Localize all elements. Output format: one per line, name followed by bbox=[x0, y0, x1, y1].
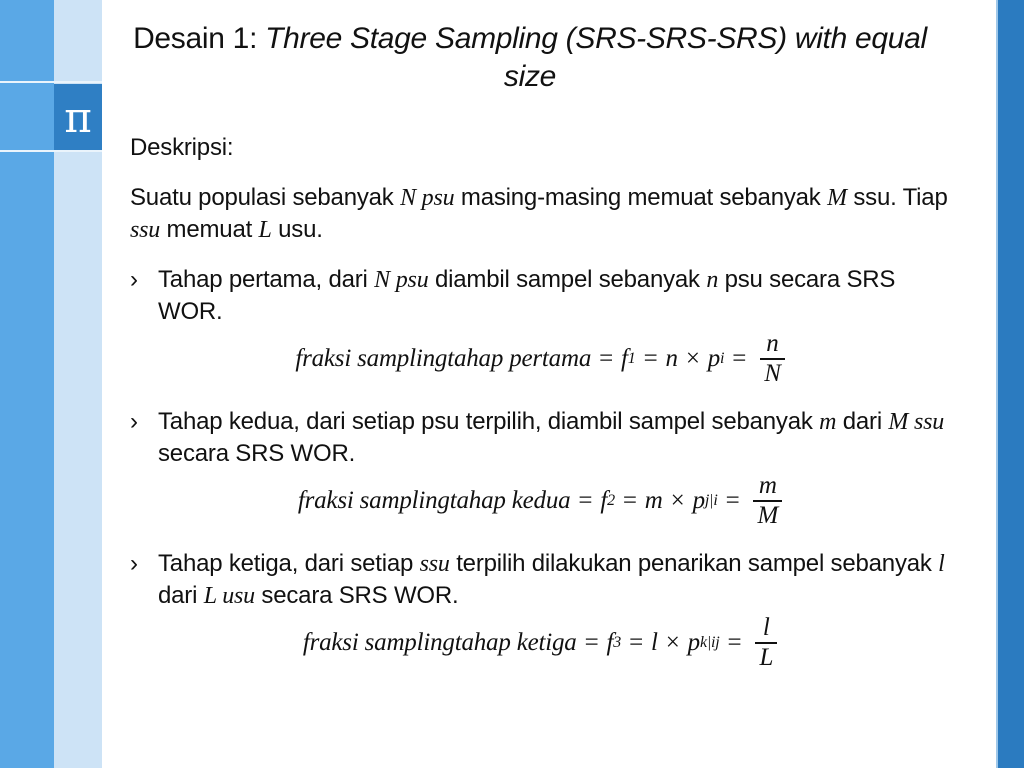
formula-p: p bbox=[687, 629, 700, 656]
intro-text: usu. bbox=[271, 216, 323, 243]
bullet-text: Tahap kedua, dari setiap psu terpilih, diambil sampel sebanyak bbox=[158, 408, 820, 435]
math-term: l bbox=[938, 551, 945, 577]
fraction-denominator: M bbox=[757, 502, 779, 529]
formula-var: m bbox=[644, 487, 663, 514]
intro-text: ssu. Tiap bbox=[846, 184, 948, 211]
formula-equals: = bbox=[643, 345, 658, 372]
formula-p-sub: k|ij bbox=[699, 634, 720, 651]
formula-times: × bbox=[670, 487, 685, 514]
formula-fraction bbox=[760, 330, 784, 388]
deskripsi-heading: Deskripsi: bbox=[130, 134, 234, 161]
formula-equals: = bbox=[732, 345, 747, 372]
formula-lhs: fraksi samplingtahap pertama bbox=[295, 345, 592, 372]
bullet-text: secara SRS WOR. bbox=[254, 582, 459, 609]
formula-p: p bbox=[692, 487, 705, 514]
pi-icon: π bbox=[54, 84, 102, 150]
formula-lhs: fraksi samplingtahap ketiga bbox=[302, 629, 577, 656]
formula-p: p bbox=[707, 345, 721, 372]
title-prefix: Desain 1: bbox=[133, 22, 266, 55]
math-term: L bbox=[258, 217, 272, 243]
stage-1-formula bbox=[130, 330, 950, 388]
stage-3-bullet bbox=[130, 548, 950, 612]
bullet-text: secara SRS WOR. bbox=[158, 440, 356, 467]
math-term: n bbox=[706, 267, 719, 293]
formula-f-sub: 2 bbox=[607, 492, 615, 509]
fraction-denominator: L bbox=[759, 644, 774, 671]
formula-equals: = bbox=[599, 345, 614, 372]
bullet-text: diambil sampel sebanyak bbox=[428, 266, 707, 293]
formula-equals: = bbox=[584, 629, 599, 656]
stage-2-bullet bbox=[130, 406, 950, 470]
formula-equals: = bbox=[629, 629, 643, 656]
bullet-chevron-icon: › bbox=[130, 550, 138, 577]
bullet-chevron-icon: › bbox=[130, 408, 138, 435]
sidebar-divider bbox=[0, 81, 102, 83]
stage-1-bullet bbox=[130, 264, 950, 328]
formula-times: × bbox=[685, 345, 700, 372]
formula-lhs: fraksi samplingtahap kedua bbox=[297, 487, 571, 514]
formula-equals: = bbox=[578, 487, 593, 514]
formula-var: l bbox=[650, 629, 658, 656]
bullet-text: Tahap pertama, dari bbox=[158, 266, 375, 293]
formula-times: × bbox=[665, 629, 680, 656]
formula-f: f bbox=[600, 487, 608, 514]
intro-text: Suatu populasi sebanyak bbox=[130, 184, 401, 211]
math-term: M ssu bbox=[888, 409, 945, 435]
math-term: ssu bbox=[130, 217, 161, 243]
intro-text: memuat bbox=[160, 216, 259, 243]
fraction-numerator: l bbox=[762, 614, 770, 641]
intro-paragraph bbox=[130, 182, 950, 246]
formula-p-sub: i bbox=[720, 350, 725, 367]
formula-var: n bbox=[665, 345, 678, 372]
sidebar-divider bbox=[0, 150, 102, 152]
bullet-text: Tahap ketiga, dari setiap bbox=[158, 550, 420, 577]
bullet-text: dari bbox=[158, 582, 204, 609]
right-sidebar-band bbox=[998, 0, 1024, 768]
formula-f: f bbox=[606, 629, 614, 656]
slide-title bbox=[130, 20, 930, 96]
bullet-text: terpilih dilakukan penarikan sampel sebanyak bbox=[449, 550, 939, 577]
title-italic: Three Stage Sampling (SRS-SRS-SRS) with equal size bbox=[265, 22, 927, 93]
math-term: N psu bbox=[374, 267, 429, 293]
fraction-numerator: n bbox=[766, 330, 779, 357]
math-term: ssu bbox=[419, 551, 450, 577]
formula-f: f bbox=[621, 345, 628, 372]
math-term: m bbox=[819, 409, 837, 435]
intro-text: masing-masing memuat sebanyak bbox=[454, 184, 828, 211]
formula-equals: = bbox=[727, 629, 742, 656]
formula-fraction bbox=[755, 614, 777, 672]
formula-p-sub: j|i bbox=[704, 492, 718, 509]
math-term: M bbox=[827, 185, 847, 211]
stage-3-formula bbox=[130, 614, 950, 672]
formula-f-sub: 3 bbox=[613, 634, 622, 651]
formula-fraction bbox=[753, 472, 782, 530]
math-term: L usu bbox=[203, 583, 255, 609]
formula-f-sub: 1 bbox=[627, 350, 636, 367]
bullet-text: psu secara SRS WOR. bbox=[158, 266, 896, 325]
fraction-numerator: m bbox=[758, 472, 777, 499]
stage-2-formula bbox=[130, 472, 950, 530]
fraction-denominator: N bbox=[764, 360, 781, 387]
slide-content bbox=[130, 132, 950, 674]
left-sidebar-band bbox=[0, 0, 54, 768]
bullet-text: dari bbox=[836, 408, 889, 435]
bullet-chevron-icon: › bbox=[130, 266, 138, 293]
formula-equals: = bbox=[622, 487, 637, 514]
math-term: N psu bbox=[400, 185, 455, 211]
formula-equals: = bbox=[725, 487, 740, 514]
